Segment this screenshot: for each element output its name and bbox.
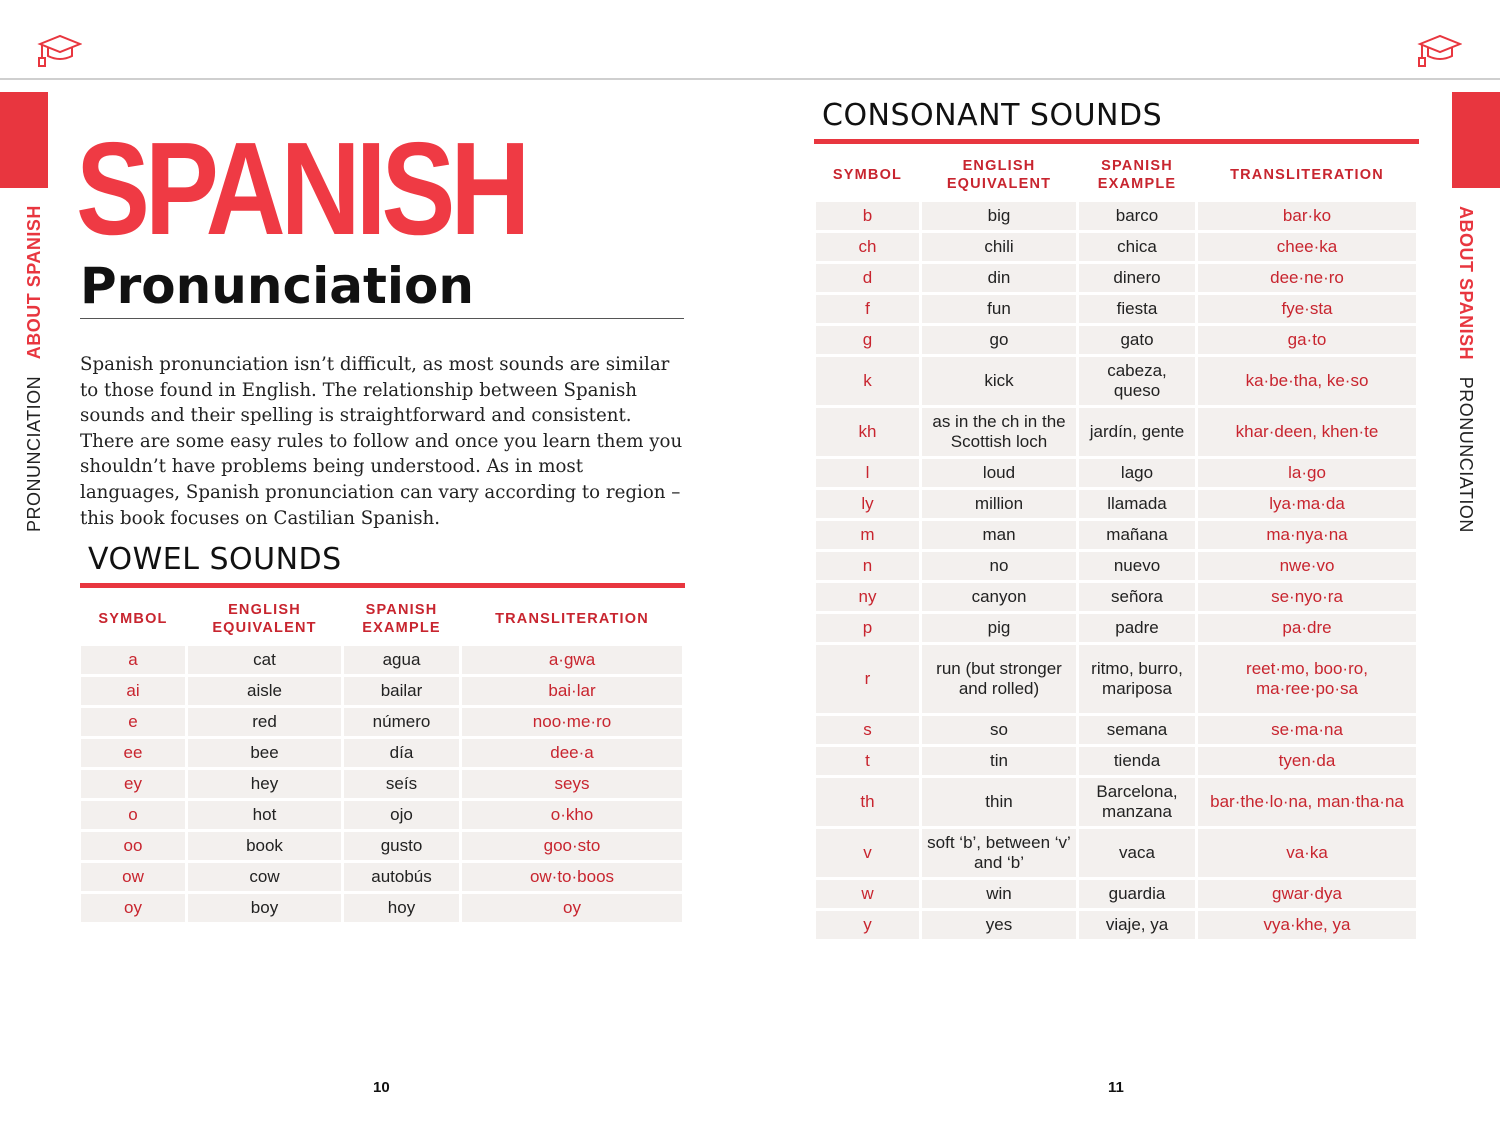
table-row [816,295,1416,323]
header-symbol: SYMBOL [98,611,168,627]
table-row [816,645,1416,713]
transliteration-cell: lya·ma·da [1198,490,1416,518]
transliteration-cell: ka·be·tha, ke·so [1198,357,1416,405]
transliteration-cell: dee·a [462,739,682,767]
symbol-cell: w [816,880,919,908]
spanish-cell: agua [344,646,459,674]
symbol-cell: ey [81,770,185,798]
page-title: SPANISH [76,115,526,262]
table-header-row [816,151,1416,199]
spanish-cell: dinero [1079,264,1195,292]
english-cell: aisle [188,677,341,705]
spanish-cell: Barcelona, manzana [1079,778,1195,826]
side-label-left [22,206,46,532]
transliteration-cell: se·nyo·ra [1198,583,1416,611]
spanish-cell: guardia [1079,880,1195,908]
english-cell: thin [922,778,1076,826]
spanish-cell: ritmo, burro, mariposa [1079,645,1195,713]
spanish-cell: número [344,708,459,736]
transliteration-cell: o·kho [462,801,682,829]
transliteration-cell: la·go [1198,459,1416,487]
symbol-cell: o [81,801,185,829]
symbol-cell: l [816,459,919,487]
spanish-cell: viaje, ya [1079,911,1195,939]
transliteration-cell: bai·lar [462,677,682,705]
symbol-cell: p [816,614,919,642]
table-row [816,614,1416,642]
table-row [816,521,1416,549]
english-cell: red [188,708,341,736]
table-row [816,233,1416,261]
transliteration-cell: oy [462,894,682,922]
english-cell: cat [188,646,341,674]
graduation-cap-icon [36,28,82,72]
symbol-cell: ow [81,863,185,891]
page-subtitle: Pronunciation [80,257,474,315]
table-row [816,911,1416,939]
spanish-cell: hoy [344,894,459,922]
english-cell: cow [188,863,341,891]
spanish-cell: gato [1079,326,1195,354]
vowel-section-rule [80,583,685,588]
transliteration-cell: reet·mo, boo·ro, ma·ree·po·sa [1198,645,1416,713]
side-label-pronunciation: PRONUNCIATION [24,375,44,532]
symbol-cell: r [816,645,919,713]
spanish-cell: llamada [1079,490,1195,518]
transliteration-cell: seys [462,770,682,798]
header-english: ENGLISH EQUIVALENT [212,602,317,636]
consonant-section-title: CONSONANT SOUNDS [822,98,1163,133]
transliteration-cell: bar·the·lo·na, man·tha·na [1198,778,1416,826]
page-number: 10 [373,1079,390,1096]
symbol-cell: ch [816,233,919,261]
table-row [816,264,1416,292]
transliteration-cell: dee·ne·ro [1198,264,1416,292]
symbol-cell: y [816,911,919,939]
graduation-cap-icon [1416,28,1462,72]
symbol-cell: th [816,778,919,826]
table-row [816,552,1416,580]
english-cell: bee [188,739,341,767]
side-label-about-spanish: ABOUT SPANISH [1456,206,1476,361]
vowel-table [78,592,685,925]
english-cell: yes [922,911,1076,939]
table-row [816,326,1416,354]
english-cell: canyon [922,583,1076,611]
table-row [81,646,682,674]
side-label-right [1454,206,1478,532]
consonant-section-rule [814,139,1419,144]
english-cell: big [922,202,1076,230]
spanish-cell: chica [1079,233,1195,261]
header-transliteration: TRANSLITERATION [1230,167,1384,183]
transliteration-cell: khar·deen, khen·te [1198,408,1416,456]
header-symbol: SYMBOL [832,167,903,183]
intro-paragraph: Spanish pronunciation isn’t difficult, as most sounds are similar to those found in English. The relationship between Spanish sounds and their spelling is straightforward and consistent. There are some easy rules to follow and once you learn them you shouldn’t have problems being understood. As in most languages, Spanish pronunciation can vary according to region – this book focuses on Castilian Spanish. [80,354,683,529]
spanish-cell: jardín, gente [1079,408,1195,456]
symbol-cell: d [816,264,919,292]
spanish-cell: seís [344,770,459,798]
transliteration-cell: gwar·dya [1198,880,1416,908]
spanish-cell: vaca [1079,829,1195,877]
spanish-cell: ojo [344,801,459,829]
spanish-cell: nuevo [1079,552,1195,580]
table-row [81,863,682,891]
symbol-cell: v [816,829,919,877]
table-row [816,829,1416,877]
symbol-cell: oo [81,832,185,860]
symbol-cell: b [816,202,919,230]
table-row [81,894,682,922]
table-row [816,490,1416,518]
english-cell: soft ‘b’, between ‘v’ and ‘b’ [922,829,1076,877]
table-header-row [81,595,682,643]
table-row [816,778,1416,826]
header-spanish: SPANISH EXAMPLE [362,602,441,636]
symbol-cell: m [816,521,919,549]
english-cell: no [922,552,1076,580]
transliteration-cell: a·gwa [462,646,682,674]
english-cell: as in the ch in the Scottish loch [922,408,1076,456]
english-cell: hot [188,801,341,829]
english-cell: boy [188,894,341,922]
transliteration-cell: fye·sta [1198,295,1416,323]
symbol-cell: a [81,646,185,674]
transliteration-cell: chee·ka [1198,233,1416,261]
english-cell: kick [922,357,1076,405]
english-cell: fun [922,295,1076,323]
english-cell: go [922,326,1076,354]
table-row [81,677,682,705]
spanish-cell: señora [1079,583,1195,611]
spanish-cell: fiesta [1079,295,1195,323]
table-row [81,832,682,860]
header-spanish: SPANISH EXAMPLE [1097,158,1177,192]
table-row [81,708,682,736]
transliteration-cell: ow·to·boos [462,863,682,891]
spanish-cell: autobús [344,863,459,891]
transliteration-cell: nwe·vo [1198,552,1416,580]
spanish-cell: gusto [344,832,459,860]
symbol-cell: ai [81,677,185,705]
transliteration-cell: ma·nya·na [1198,521,1416,549]
side-label-about-spanish: ABOUT SPANISH [24,205,44,360]
side-tab-right [1452,92,1500,188]
english-cell: book [188,832,341,860]
symbol-cell: kh [816,408,919,456]
symbol-cell: n [816,552,919,580]
transliteration-cell: se·ma·na [1198,716,1416,744]
transliteration-cell: tyen·da [1198,747,1416,775]
transliteration-cell: va·ka [1198,829,1416,877]
symbol-cell: ly [816,490,919,518]
table-row [81,739,682,767]
table-row [816,357,1416,405]
transliteration-cell: vya·khe, ya [1198,911,1416,939]
side-label-pronunciation: PRONUNCIATION [1456,376,1476,533]
spanish-cell: barco [1079,202,1195,230]
page-number: 11 [1108,1079,1124,1096]
side-tab-left [0,92,48,188]
table-row [816,880,1416,908]
table-row [816,202,1416,230]
table-row [816,747,1416,775]
symbol-cell: k [816,357,919,405]
spanish-cell: cabeza, queso [1079,357,1195,405]
header-transliteration: TRANSLITERATION [495,611,649,627]
header-divider [0,78,1500,80]
spanish-cell: día [344,739,459,767]
title-divider [80,318,684,319]
transliteration-cell: pa·dre [1198,614,1416,642]
english-cell: win [922,880,1076,908]
symbol-cell: g [816,326,919,354]
table-row [816,408,1416,456]
english-cell: pig [922,614,1076,642]
spanish-cell: semana [1079,716,1195,744]
english-cell: so [922,716,1076,744]
symbol-cell: ny [816,583,919,611]
symbol-cell: e [81,708,185,736]
table-row [816,716,1416,744]
table-row [816,459,1416,487]
header-english: ENGLISH EQUIVALENT [946,158,1052,192]
transliteration-cell: bar·ko [1198,202,1416,230]
symbol-cell: oy [81,894,185,922]
english-cell: din [922,264,1076,292]
english-cell: man [922,521,1076,549]
symbol-cell: s [816,716,919,744]
transliteration-cell: noo·me·ro [462,708,682,736]
spanish-cell: bailar [344,677,459,705]
consonant-table [813,148,1419,942]
spanish-cell: lago [1079,459,1195,487]
english-cell: chili [922,233,1076,261]
transliteration-cell: goo·sto [462,832,682,860]
english-cell: hey [188,770,341,798]
spanish-cell: padre [1079,614,1195,642]
spanish-cell: tienda [1079,747,1195,775]
spanish-cell: mañana [1079,521,1195,549]
transliteration-cell: ga·to [1198,326,1416,354]
english-cell: tin [922,747,1076,775]
english-cell: million [922,490,1076,518]
symbol-cell: ee [81,739,185,767]
english-cell: loud [922,459,1076,487]
table-row [81,801,682,829]
table-row [816,583,1416,611]
english-cell: run (but stronger and rolled) [922,645,1076,713]
table-row [81,770,682,798]
symbol-cell: t [816,747,919,775]
vowel-section-title: VOWEL SOUNDS [88,542,342,577]
symbol-cell: f [816,295,919,323]
